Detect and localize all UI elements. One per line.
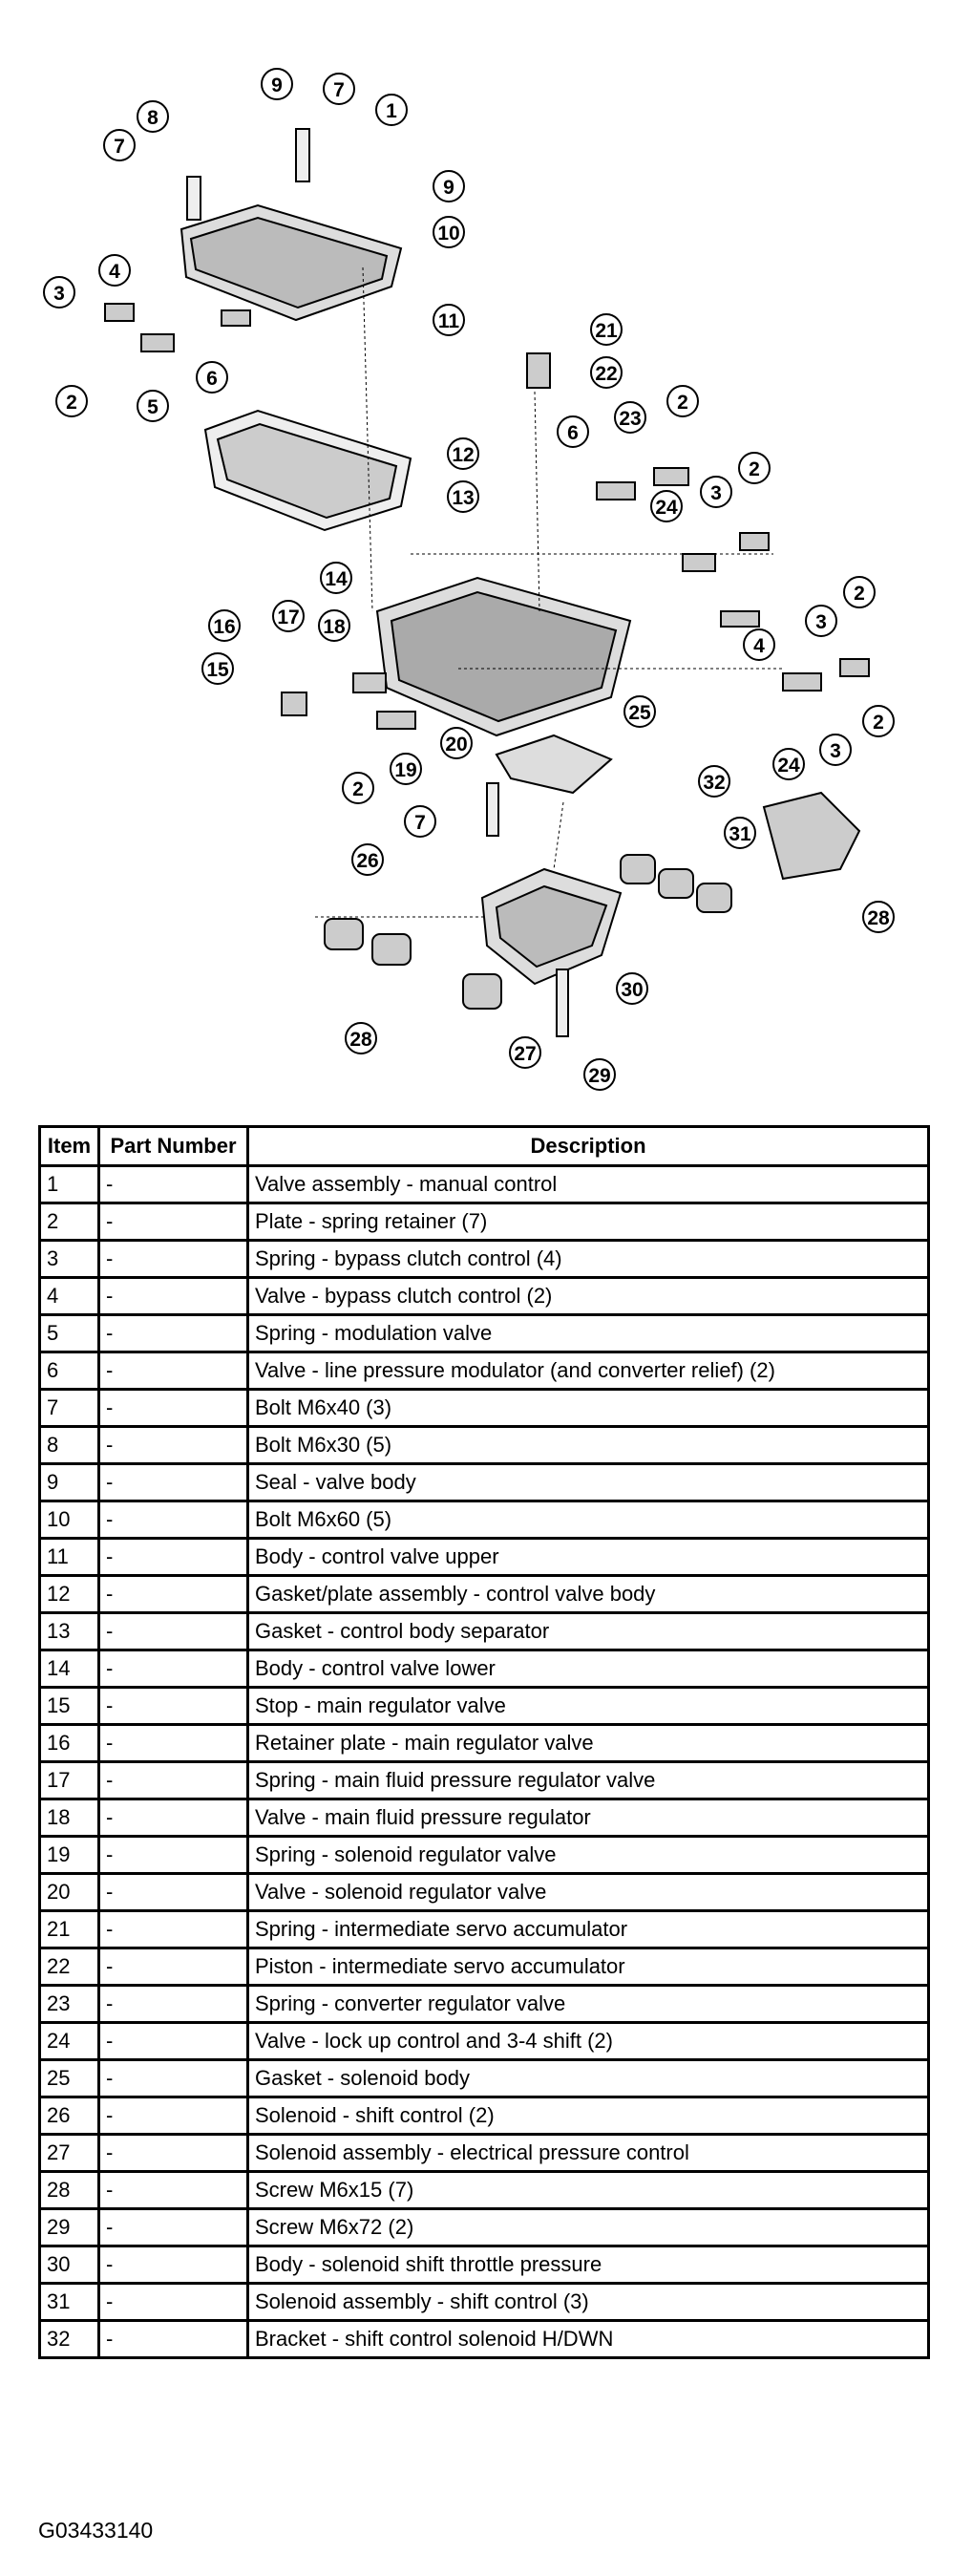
part-solenoid-31a xyxy=(621,855,655,884)
svg-text:6: 6 xyxy=(206,368,218,390)
callout-24a xyxy=(651,491,682,522)
cell-description: Spring - main fluid pressure regulator valve xyxy=(248,1762,929,1799)
callout-2f xyxy=(343,773,373,803)
callout-3b xyxy=(701,477,731,507)
cell-description: Valve - bypass clutch control (2) xyxy=(248,1278,929,1315)
svg-text:7: 7 xyxy=(333,79,345,101)
table-row xyxy=(40,1390,929,1427)
cell-part-number: - xyxy=(99,1650,248,1688)
table-row xyxy=(40,1911,929,1948)
cell-part-number: - xyxy=(99,1390,248,1427)
svg-text:2: 2 xyxy=(749,458,760,480)
cell-item: 2 xyxy=(40,1203,99,1241)
callout-13 xyxy=(448,481,478,512)
callout-28a xyxy=(346,1023,376,1054)
cell-item: 18 xyxy=(40,1799,99,1837)
svg-text:5: 5 xyxy=(147,396,158,418)
callout-26 xyxy=(352,844,383,875)
table-row xyxy=(40,1241,929,1278)
svg-text:14: 14 xyxy=(325,568,348,590)
cell-description: Bolt M6x30 (5) xyxy=(248,1427,929,1464)
svg-text:22: 22 xyxy=(595,363,618,385)
callout-5 xyxy=(137,391,168,421)
table-row xyxy=(40,1762,929,1799)
cell-part-number: - xyxy=(99,1948,248,1986)
callout-15 xyxy=(202,653,233,684)
cell-description: Valve assembly - manual control xyxy=(248,1166,929,1203)
header-item: Item xyxy=(40,1127,99,1166)
callout-9b xyxy=(433,171,464,202)
svg-text:26: 26 xyxy=(356,850,379,872)
header-part-number: Part Number xyxy=(99,1127,248,1166)
callout-30 xyxy=(617,973,647,1004)
cell-part-number: - xyxy=(99,1315,248,1352)
svg-text:3: 3 xyxy=(710,482,722,504)
callout-2b xyxy=(667,386,698,416)
callout-7b xyxy=(324,74,354,104)
cell-description: Spring - bypass clutch control (4) xyxy=(248,1241,929,1278)
svg-text:19: 19 xyxy=(394,759,417,781)
table-row xyxy=(40,1576,929,1613)
cell-part-number: - xyxy=(99,1986,248,2023)
cell-item: 31 xyxy=(40,2284,99,2321)
table-row xyxy=(40,1539,929,1576)
cell-description: Valve - line pressure modulator (and converter relief) (2) xyxy=(248,1352,929,1390)
table-row xyxy=(40,1874,929,1911)
cell-item: 3 xyxy=(40,1241,99,1278)
part-solenoid-31c xyxy=(697,884,731,912)
callout-18 xyxy=(319,610,349,641)
cell-description: Spring - intermediate servo accumulator xyxy=(248,1911,929,1948)
cell-description: Solenoid assembly - shift control (3) xyxy=(248,2284,929,2321)
callout-7c xyxy=(405,806,435,837)
table-row xyxy=(40,1837,929,1874)
cell-part-number: - xyxy=(99,2321,248,2358)
callout-3d xyxy=(820,734,851,765)
cell-item: 13 xyxy=(40,1613,99,1650)
table-row xyxy=(40,1650,929,1688)
table-row xyxy=(40,1166,929,1203)
svg-text:7: 7 xyxy=(414,812,426,834)
cell-part-number: - xyxy=(99,1352,248,1390)
callout-16 xyxy=(209,610,240,641)
parts-table xyxy=(38,1125,930,2359)
cell-part-number: - xyxy=(99,2135,248,2172)
cell-part-number: - xyxy=(99,1166,248,1203)
cell-item: 12 xyxy=(40,1576,99,1613)
svg-text:32: 32 xyxy=(703,772,726,794)
callout-29 xyxy=(584,1059,615,1090)
svg-text:2: 2 xyxy=(66,392,77,414)
svg-text:20: 20 xyxy=(445,734,468,756)
cell-description: Retainer plate - main regulator valve xyxy=(248,1725,929,1762)
cell-description: Valve - main fluid pressure regulator xyxy=(248,1799,929,1837)
part-solenoid-26b xyxy=(372,934,411,965)
svg-text:16: 16 xyxy=(213,616,236,638)
cell-part-number: - xyxy=(99,1576,248,1613)
svg-text:12: 12 xyxy=(452,444,475,466)
callout-4a xyxy=(99,255,130,286)
cell-part-number: - xyxy=(99,1874,248,1911)
table-row xyxy=(40,1352,929,1390)
table-row xyxy=(40,1278,929,1315)
part-solenoid-26a xyxy=(325,919,363,949)
cell-description: Solenoid - shift control (2) xyxy=(248,2097,929,2135)
svg-text:11: 11 xyxy=(437,310,460,332)
svg-text:9: 9 xyxy=(271,75,283,96)
cell-part-number: - xyxy=(99,2246,248,2284)
svg-text:23: 23 xyxy=(619,408,642,430)
cell-part-number: - xyxy=(99,2097,248,2135)
cell-description: Valve - solenoid regulator valve xyxy=(248,1874,929,1911)
cell-part-number: - xyxy=(99,1799,248,1837)
cell-item: 5 xyxy=(40,1315,99,1352)
cell-description: Solenoid assembly - electrical pressure control xyxy=(248,2135,929,2172)
part-solenoid-bracket xyxy=(764,793,859,879)
table-row xyxy=(40,1799,929,1837)
cell-part-number: - xyxy=(99,1539,248,1576)
cell-description: Spring - solenoid regulator valve xyxy=(248,1837,929,1874)
cell-description: Gasket - solenoid body xyxy=(248,2060,929,2097)
svg-text:10: 10 xyxy=(437,223,460,245)
callout-14 xyxy=(321,563,351,593)
callout-28b xyxy=(863,902,894,932)
cell-item: 15 xyxy=(40,1688,99,1725)
table-row xyxy=(40,2321,929,2358)
cell-part-number: - xyxy=(99,1203,248,1241)
table-row xyxy=(40,2209,929,2246)
callout-25 xyxy=(624,696,655,727)
cell-item: 23 xyxy=(40,1986,99,2023)
cell-description: Plate - spring retainer (7) xyxy=(248,1203,929,1241)
cell-item: 32 xyxy=(40,2321,99,2358)
cell-description: Piston - intermediate servo accumulator xyxy=(248,1948,929,1986)
cell-part-number: - xyxy=(99,1613,248,1650)
svg-text:28: 28 xyxy=(349,1029,372,1051)
table-row xyxy=(40,1464,929,1501)
cell-item: 11 xyxy=(40,1539,99,1576)
cell-part-number: - xyxy=(99,2060,248,2097)
table-row xyxy=(40,1725,929,1762)
svg-text:2: 2 xyxy=(854,583,865,605)
svg-text:28: 28 xyxy=(867,907,890,929)
cell-description: Body - control valve lower xyxy=(248,1650,929,1688)
cell-part-number: - xyxy=(99,1501,248,1539)
svg-text:17: 17 xyxy=(277,607,300,628)
cell-item: 26 xyxy=(40,2097,99,2135)
svg-text:3: 3 xyxy=(830,740,841,762)
svg-text:7: 7 xyxy=(114,136,125,158)
svg-text:15: 15 xyxy=(206,659,229,681)
callout-21 xyxy=(591,314,622,345)
cell-description: Spring - modulation valve xyxy=(248,1315,929,1352)
svg-text:2: 2 xyxy=(352,778,364,800)
svg-text:2: 2 xyxy=(873,712,884,734)
svg-text:13: 13 xyxy=(452,487,475,509)
table-row xyxy=(40,1315,929,1352)
cell-item: 24 xyxy=(40,2023,99,2060)
table-body xyxy=(40,1166,929,2358)
callout-23 xyxy=(615,402,645,433)
cell-description: Gasket/plate assembly - control valve body xyxy=(248,1576,929,1613)
cell-description: Bolt M6x60 (5) xyxy=(248,1501,929,1539)
cell-item: 14 xyxy=(40,1650,99,1688)
cell-item: 4 xyxy=(40,1278,99,1315)
callout-12 xyxy=(448,438,478,469)
cell-description: Valve - lock up control and 3-4 shift (2) xyxy=(248,2023,929,2060)
table-row xyxy=(40,2023,929,2060)
cell-description: Screw M6x72 (2) xyxy=(248,2209,929,2246)
table-row xyxy=(40,2172,929,2209)
callout-2c xyxy=(739,453,770,483)
cell-item: 22 xyxy=(40,1948,99,1986)
svg-text:2: 2 xyxy=(677,392,688,414)
cell-item: 20 xyxy=(40,1874,99,1911)
cell-item: 28 xyxy=(40,2172,99,2209)
cell-item: 19 xyxy=(40,1837,99,1874)
cell-item: 9 xyxy=(40,1464,99,1501)
cell-item: 8 xyxy=(40,1427,99,1464)
callout-9a xyxy=(262,69,292,99)
svg-text:3: 3 xyxy=(815,611,827,633)
table-row xyxy=(40,2246,929,2284)
svg-text:29: 29 xyxy=(588,1065,611,1087)
callout-2e xyxy=(863,706,894,736)
cell-description: Body - solenoid shift throttle pressure xyxy=(248,2246,929,2284)
svg-text:9: 9 xyxy=(443,177,454,199)
svg-text:25: 25 xyxy=(628,702,651,724)
callout-32 xyxy=(699,766,729,797)
cell-item: 10 xyxy=(40,1501,99,1539)
cell-part-number: - xyxy=(99,2284,248,2321)
callout-22 xyxy=(591,357,622,388)
cell-part-number: - xyxy=(99,2209,248,2246)
cell-part-number: - xyxy=(99,1688,248,1725)
cell-part-number: - xyxy=(99,1278,248,1315)
part-solenoid-gasket xyxy=(497,735,611,793)
callout-11 xyxy=(433,305,464,335)
cell-item: 27 xyxy=(40,2135,99,2172)
cell-part-number: - xyxy=(99,1427,248,1464)
svg-text:8: 8 xyxy=(147,107,158,129)
header-description: Description xyxy=(248,1127,929,1166)
part-solenoid-27 xyxy=(463,974,501,1009)
svg-text:27: 27 xyxy=(514,1043,537,1065)
cell-item: 16 xyxy=(40,1725,99,1762)
svg-text:21: 21 xyxy=(595,320,618,342)
cell-item: 30 xyxy=(40,2246,99,2284)
cell-item: 29 xyxy=(40,2209,99,2246)
svg-text:4: 4 xyxy=(109,261,120,283)
cell-item: 6 xyxy=(40,1352,99,1390)
svg-text:30: 30 xyxy=(621,979,644,1001)
svg-text:24: 24 xyxy=(655,497,678,519)
cell-description: Gasket - control body separator xyxy=(248,1613,929,1650)
callout-10 xyxy=(433,217,464,247)
svg-text:6: 6 xyxy=(567,422,579,444)
svg-text:24: 24 xyxy=(777,755,800,777)
table-row xyxy=(40,1948,929,1986)
callout-27 xyxy=(510,1037,540,1068)
cell-part-number: - xyxy=(99,1911,248,1948)
table-row xyxy=(40,1501,929,1539)
callout-1 xyxy=(376,95,407,125)
table-row xyxy=(40,1203,929,1241)
cell-description: Screw M6x15 (7) xyxy=(248,2172,929,2209)
cell-description: Seal - valve body xyxy=(248,1464,929,1501)
cell-description: Bolt M6x40 (3) xyxy=(248,1390,929,1427)
cell-description: Bracket - shift control solenoid H/DWN xyxy=(248,2321,929,2358)
cell-part-number: - xyxy=(99,1241,248,1278)
callout-31 xyxy=(725,818,755,848)
svg-text:4: 4 xyxy=(753,635,765,657)
cell-item: 25 xyxy=(40,2060,99,2097)
callout-3a xyxy=(44,277,74,308)
part-solenoid-31b xyxy=(659,869,693,898)
cell-part-number: - xyxy=(99,1837,248,1874)
cell-description: Stop - main regulator valve xyxy=(248,1688,929,1725)
table-row xyxy=(40,2135,929,2172)
table-row xyxy=(40,2097,929,2135)
table-row xyxy=(40,1986,929,2023)
svg-text:3: 3 xyxy=(53,283,65,305)
callout-24b xyxy=(773,749,804,779)
callout-17 xyxy=(273,601,304,631)
table-row xyxy=(40,2060,929,2097)
cell-item: 17 xyxy=(40,1762,99,1799)
cell-item: 21 xyxy=(40,1911,99,1948)
cell-part-number: - xyxy=(99,2023,248,2060)
svg-text:18: 18 xyxy=(323,616,346,638)
cell-item: 7 xyxy=(40,1390,99,1427)
cell-part-number: - xyxy=(99,1762,248,1799)
figure-code: G03433140 xyxy=(38,2518,154,2543)
cell-part-number: - xyxy=(99,1464,248,1501)
cell-description: Body - control valve upper xyxy=(248,1539,929,1576)
table-header-row xyxy=(40,1127,929,1166)
table-row xyxy=(40,2284,929,2321)
callout-7a xyxy=(104,130,135,160)
callout-8 xyxy=(137,101,168,132)
callout-2d xyxy=(844,577,875,607)
callout-20 xyxy=(441,728,472,758)
exploded-valve-body-diagram xyxy=(0,0,972,1118)
cell-part-number: - xyxy=(99,1725,248,1762)
table-row xyxy=(40,1427,929,1464)
callout-19 xyxy=(391,754,421,784)
svg-text:1: 1 xyxy=(386,100,397,122)
table-row xyxy=(40,1613,929,1650)
cell-description: Spring - converter regulator valve xyxy=(248,1986,929,2023)
table-row xyxy=(40,1688,929,1725)
svg-text:31: 31 xyxy=(729,823,751,845)
cell-item: 1 xyxy=(40,1166,99,1203)
cell-part-number: - xyxy=(99,2172,248,2209)
callout-6a xyxy=(197,362,227,393)
callout-6b xyxy=(558,416,588,447)
callout-4b xyxy=(744,629,774,660)
callout-3c xyxy=(806,606,836,636)
callout-2a xyxy=(56,386,87,416)
